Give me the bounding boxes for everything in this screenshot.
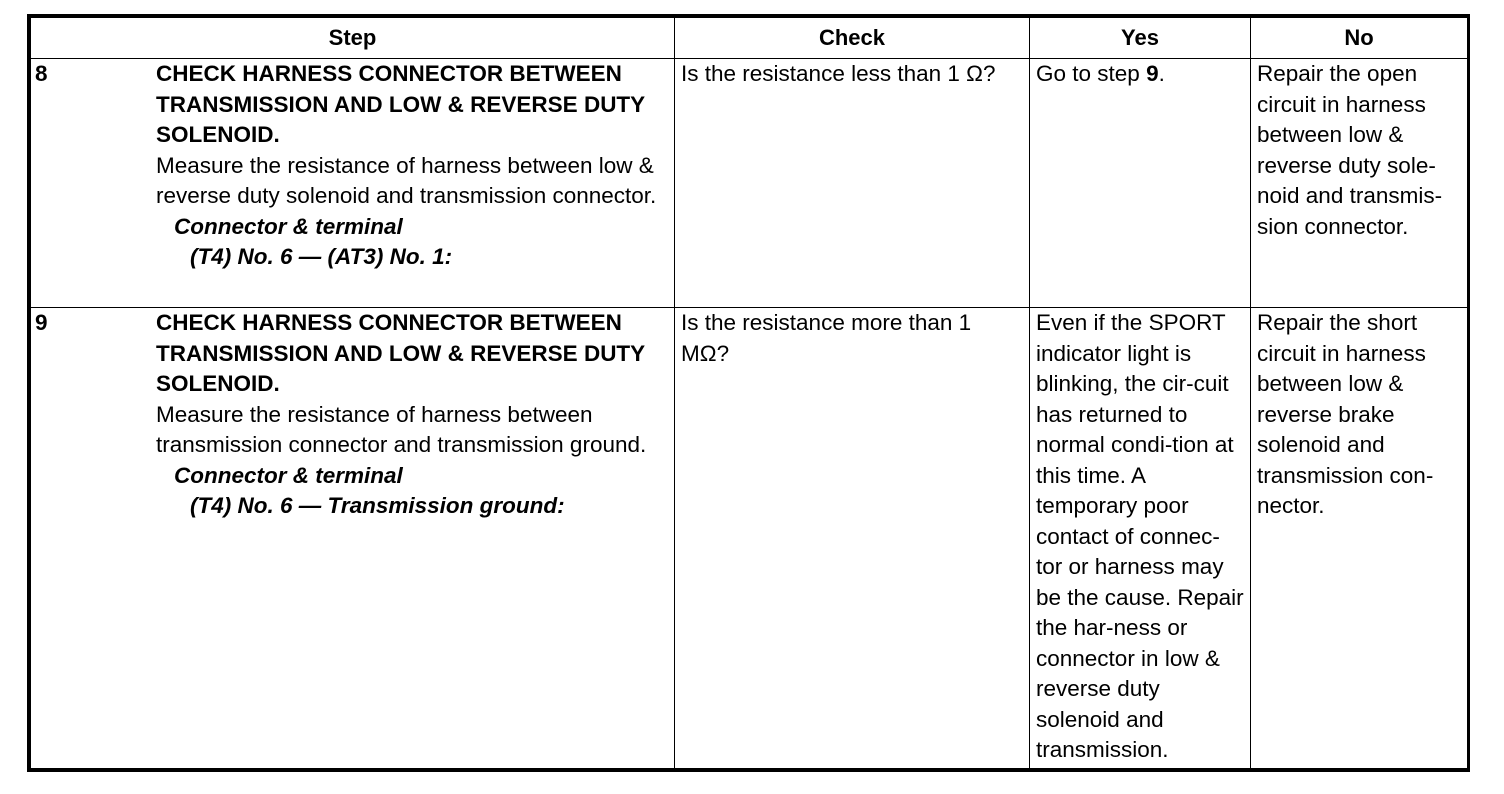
check-cell: [675, 308, 1030, 769]
yes-suffix: .: [1158, 61, 1165, 86]
step-number: 8: [35, 61, 48, 86]
step-number: 9: [35, 310, 48, 335]
yes-cell: [1030, 308, 1251, 769]
step-description: Measure the resistance of harness between low & reverse duty solenoid and transmission connector.: [156, 152, 657, 208]
no-cell: [1251, 59, 1468, 308]
column-header-step: Step: [31, 18, 675, 59]
step-cell: [31, 59, 675, 308]
no-text: Repair the open circuit in harness between low & reverse duty sole-noid and transmis-sion connector.: [1257, 61, 1443, 239]
column-header-yes: Yes: [1030, 18, 1251, 59]
diagnostic-table-grid: [30, 17, 1468, 769]
yes-prefix: Go to step: [1036, 61, 1147, 86]
connector-label: Connector & terminal: [174, 213, 403, 239]
column-header-check: Check: [675, 18, 1030, 59]
connector-value: (T4) No. 6 — Transmission ground:: [190, 493, 565, 518]
connector-value: (T4) No. 6 — (AT3) No. 1:: [190, 244, 453, 269]
diagnostic-table: [27, 14, 1470, 772]
yes-cell: [1030, 59, 1251, 308]
table-row: [31, 59, 1468, 308]
step-body: [156, 59, 668, 273]
yes-step-link: 9: [1146, 61, 1159, 86]
connector-label: Connector & terminal: [174, 462, 403, 488]
check-cell: [675, 59, 1030, 308]
step-cell: [31, 308, 675, 769]
step-description: Measure the resistance of harness between transmission connector and transmission ground.: [156, 401, 647, 457]
step-title: CHECK HARNESS CONNECTOR BETWEEN TRANSMISSION AND LOW & REVERSE DUTY SOLENOID.: [156, 61, 645, 147]
step-title: CHECK HARNESS CONNECTOR BETWEEN TRANSMISSION AND LOW & REVERSE DUTY SOLENOID.: [156, 310, 645, 396]
check-text: Is the resistance more than 1 MΩ?: [681, 310, 972, 366]
column-header-no: No: [1251, 18, 1468, 59]
step-body: [156, 308, 668, 522]
yes-text: [1030, 59, 1250, 90]
no-cell: [1251, 308, 1468, 769]
no-text: Repair the short circuit in harness between low & reverse brake solenoid and transmission con-nector.: [1257, 310, 1434, 518]
table-header-row: [31, 18, 1468, 59]
check-text: Is the resistance less than 1 Ω?: [681, 61, 996, 86]
table-row: [31, 308, 1468, 769]
yes-text: Even if the SPORT indicator light is blinking, the cir-cuit has returned to normal condi-tion at this time. A temporary poor contact of connec-tor or harness may be the cause. Repair the har-ness or connector in low & reverse duty solenoid and transmission.: [1036, 310, 1244, 762]
